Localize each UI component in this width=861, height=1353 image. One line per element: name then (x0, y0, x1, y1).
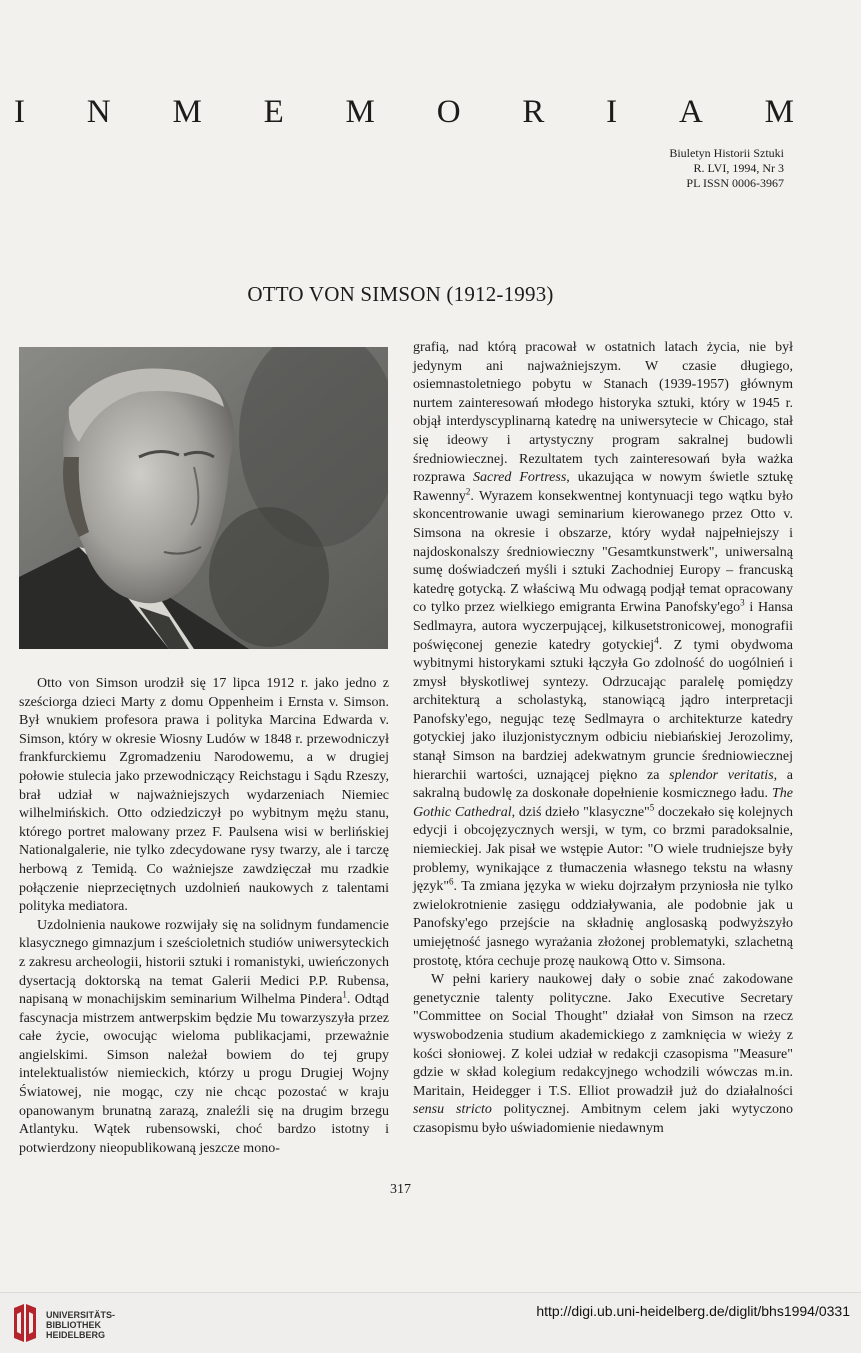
heading-letter: M (764, 94, 794, 130)
paragraph-text: . Wyrazem konsekwentnej kontynuacji tego wątku było skoncentrowanie uwagi seminarium kierowanego przez Otto v. Simsona na okresie i obszarze, który wydał najpełniejszy i najdoskonalszy średniowieczny "Gesamtkunstwerk", uniwersalną sumę doświadczeń myśli i sztuki Zachodniej Europy – francuską katedrę gotycką. Z właściwą Mu odwagą podjął temat opracowany co tylko przez wielkiego emigranta Erwina Panofsky'ego (413, 488, 793, 616)
heading-letter: I (606, 94, 618, 130)
heading-letter: M (345, 94, 375, 130)
heading-letter: O (436, 94, 461, 130)
paragraph (413, 339, 793, 971)
paragraph-text: . Odtąd fascynacja mistrzem antwerpskim będzie Mu towarzyszyła przez całe życie, owocując wieloma publikacjami, przeważnie angielskimi. Simson należał bowiem do tej grupy intelektualistów niemieckich, którzy u progu Drugiej Wojny Światowej, nie mogąc, czy nie chcąc pozostać w kraju opanowanym brunatną zarazą, znaleźli się na drugim brzegu Atlantyku. Wątek rubensowski, choć bardzo istotny i potwierdzony nieopublikowaną jeszcze mono- (19, 992, 389, 1156)
portrait-photo (19, 347, 388, 649)
journal-info (669, 146, 784, 191)
paragraph-text: W pełni kariery naukowej dały o sobie znać zakodowane genetycznie talenty polityczne. Jako Executive Secretary "Committee on Social Thought" działał von Simson na rzecz wyswobodzenia studium akademickiego z zamknięcia w wieży z kości słoniowej. Z kolei udział w redakcji czasopisma "Measure" gdzie w skład kolegium redakcyjnego wchodzili wówczas m.in. Maritain, Heidegger i T.S. Elliot prowadził już do działalności (413, 972, 793, 1099)
paragraph-text: doczekało się kolejnych edycji i obcojęzycznych wersji, w tym, co brzmi paradoksalnie, niemieckiej. Jak pisał we wstępie Autor: "O wiele trudniejsze były problemy, wynikające z tłumaczenia własnego tekstu na własny język" (413, 804, 793, 895)
paragraph (19, 917, 389, 1159)
footnote-ref: 6 (449, 876, 454, 887)
italic-title: Sacred Fortress (473, 470, 567, 486)
heading-letter: N (86, 94, 111, 130)
journal-issn: PL ISSN 0006-3967 (686, 176, 784, 190)
library-name-line: BIBLIOTHEK (46, 1320, 101, 1330)
library-logo-icon (10, 1302, 38, 1344)
italic-phrase: sensu stricto (413, 1102, 492, 1118)
heading-letter: R (522, 94, 545, 130)
paragraph-text: . Ta zmiana języka w wieku dojrzałym przyniosła nie tylko zwielokrotnienie zasięgu oddziaływania, ale podobnie jak u Panofsky'ego przejście na składnię anglosaską podwyższyło umiejętność jasnego wyrażania złożonej problematyki, szlachetną prostotę, która cechuje prozę naukową Otto v. Simsona. (413, 879, 793, 969)
right-column (413, 339, 793, 1139)
article-title: OTTO VON SIMSON (1912-1993) (247, 282, 554, 306)
heading-letter: I (14, 94, 25, 130)
footnote-ref: 4 (654, 634, 659, 645)
paragraph-text: politycznej. Ambitnym celem jaki wytyczono czasopismu było uświadomienie niedawnym (413, 1102, 793, 1136)
page-number: 317 (390, 1182, 411, 1197)
journal-title: Biuletyn Historii Sztuki (669, 146, 784, 160)
paragraph-text: , a sakralną budowlę za doskonałe dopełnienie kosmicznego ładu. (413, 767, 794, 802)
journal-volume: R. LVI, 1994, Nr 3 (693, 161, 784, 175)
paragraph-text: grafią, nad którą pracował w ostatnich latach życia, nie był jedynym ani najważniejszym. W czasie długiego, osiemnastoletniego pobytu w Stanach (1939-1957) głównym nurtem zainteresowań młodego historyka sztuki, który w 1945 r. objął interdyscyplinarną katedrę na uniwersytecie w Chicago, stał się ideowy i artystyczny program sakralnej budowli średniowiecznej. Rezultatem tych zainteresowań była ważka rozprawa (413, 340, 793, 486)
paragraph-text: i Hansa Sedlmayra, autora wyczerpującej, kilkusetstronicowej, monografii poświęconej genezie katedry gotyckiej (413, 600, 793, 653)
heading-letter: M (172, 94, 202, 130)
italic-title: The Gothic Cathedral (413, 786, 793, 820)
footnote-ref: 2 (465, 486, 471, 497)
library-name-line: HEIDELBERG (46, 1330, 106, 1340)
viewer-footer (0, 1292, 861, 1353)
footnote-ref: 5 (649, 802, 655, 813)
in-memoriam-heading (14, 94, 794, 130)
left-column (19, 675, 389, 1158)
footnote-ref: 3 (740, 597, 745, 608)
heading-letter: E (263, 94, 284, 130)
library-name (46, 1310, 115, 1340)
paragraph: Otto von Simson urodził się 17 lipca 1912 r. jako jedno z sześciorga dzieci Marty z domu Oppenheim i Ernsta v. Simson. Był wnukiem profesora prawa i polityka Marcina Edwarda v. Simson, który w okresie Wiosny Ludów w 1848 r. przewodniczył frankfurckiemu Zgromadzeniu Narodowemu, a w drugiej połowie stulecia jako przewodniczący Reichstagu i Sądu Rzeszy, brał udział w najważniejszych wydarzeniach Niemiec wilhelmińskich. Otto odziedziczył po wybitnym mężu stanu, którego portret malowany przez F. Paulsena wisi w berlińskiej Nationalgalerie, nie tylko zdecydowane rysy twarzy, ale i tarczę herbową z Temidą. Co ważniejsze zawdzięczał mu rzadkie połączenie nieprzeciętnych uzdolnień naukowych z talentami polityka mediatora. (19, 676, 389, 915)
library-name-line: UNIVERSITÄTS- (46, 1310, 116, 1320)
paragraph-text: . Z tymi obydwoma wybitnymi historykami sztuki łączyła Go zdolność do uogólnień i zmysł błyskotliwej syntezy. Odrzucając paralelę pomiędzy architekturą a scholastyką, stanowiącą jądro interpretacji Panofsky'ego, negując tezę Sedlmayra o architekturze katedry gotyckiej jako iluzjonistycznym odbiciu niebiańskiej Jerozolimy, stanął Simson na bardziej adekwatnym gruncie średniowiecznej hierarchii wartości, uznającej piękno za (413, 637, 793, 783)
permalink-url[interactable]: http://digi.ub.uni-heidelberg.de/diglit/bhs1994/0331 (536, 1303, 850, 1319)
footnote-ref: 1 (342, 989, 347, 1000)
heading-letter: A (678, 94, 703, 130)
paragraph-text: , dziś dzieło "klasyczne" (511, 804, 650, 820)
paragraph-text: , ukazująca w nowym świetle sztukę Rawenny (413, 470, 793, 504)
paragraph (413, 971, 793, 1138)
italic-phrase: splendor veritatis (669, 767, 774, 783)
paragraph-text: Uzdolnienia naukowe rozwijały się na solidnym fundamencie klasycznego gimnazjum i sześcioletnich studiów uniwersyteckich z zakresu archeologii, historii sztuki i romanistyki, uwieńczonych dysertacją doktorską na temat Galerii Medici P.P. Rubensa, napisaną w monachijskim seminarium Wilhelma Pindera (19, 917, 389, 1008)
